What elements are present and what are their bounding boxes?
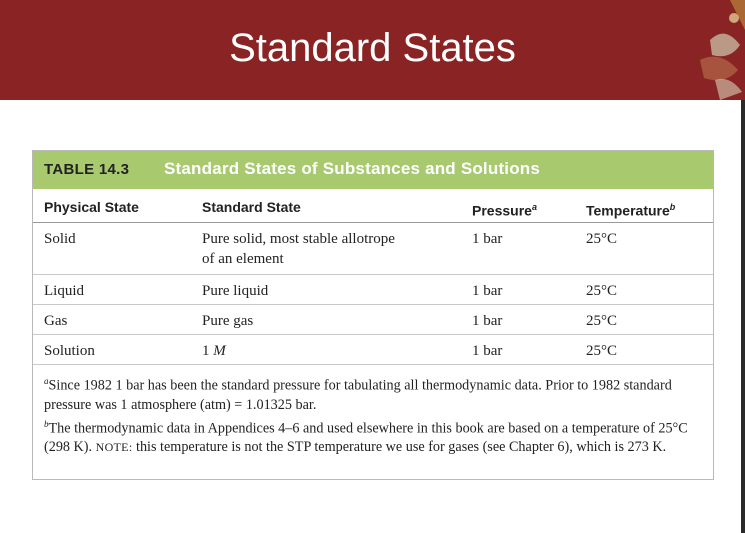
slide-title: Standard States: [229, 26, 516, 70]
table-number: TABLE 14.3: [44, 161, 130, 178]
table-footnotes: [44, 372, 709, 457]
table-header-band: [33, 151, 713, 189]
right-edge-bar: [741, 100, 745, 533]
cell-pressure: 1 bar: [472, 283, 503, 299]
cell-physical-state: Solution: [44, 343, 95, 359]
column-header-row: [33, 189, 713, 223]
pressure-footnote-mark: a: [531, 202, 537, 212]
footnote-b: $^b$The thermodynamic data in Appendices 4–6 and used elsewhere in this book are based on a temperature of 25°C (298 K). NOTE: this temperature is not the STP temperature we use for gases (see Chapter 6), which is 273 K.: [44, 418, 688, 456]
cell-physical-state: Liquid: [44, 283, 84, 299]
cell-temperature: 25°C: [586, 313, 618, 329]
cell-pressure: 1 bar: [472, 231, 503, 247]
table-row: [33, 275, 713, 305]
cell-standard-state: Pure gas: [202, 313, 254, 329]
cell-standard-state: 1 M: [202, 343, 226, 359]
cell-pressure: 1 bar: [472, 343, 503, 359]
title-banner: [0, 0, 745, 100]
decorative-molecule-icon: [690, 0, 745, 100]
footnote-a: $^a$Since 1982 1 bar has been the standard pressure for tabulating all thermodynamic data. Prior to 1982 standard pressure was 1 atmosphere (atm) = 1.01325 bar.: [44, 376, 672, 413]
cell-physical-state: Solid: [44, 231, 76, 247]
standard-states-table: [32, 150, 714, 480]
cell-pressure: 1 bar: [472, 313, 503, 329]
table-title: Standard States of Substances and Solutions: [164, 159, 541, 178]
cell-temperature: 25°C: [586, 343, 618, 359]
temperature-footnote-mark: b: [669, 202, 676, 212]
table-row: [33, 335, 713, 365]
col-temperature: Temperature$^b$: [586, 202, 676, 219]
col-physical-state: Physical State: [44, 199, 139, 215]
table-row: [33, 305, 713, 335]
cell-temperature: 25°C: [586, 283, 618, 299]
col-standard-state: Standard State: [202, 199, 301, 215]
cell-standard-state: Pure solid, most stable allotrope of an element: [202, 231, 395, 267]
cell-temperature: 25°C: [586, 231, 618, 247]
col-pressure: Pressure$^a$: [472, 202, 537, 219]
cell-standard-state: Pure liquid: [202, 283, 269, 299]
table-row: [33, 223, 713, 275]
cell-physical-state: Gas: [44, 313, 68, 329]
